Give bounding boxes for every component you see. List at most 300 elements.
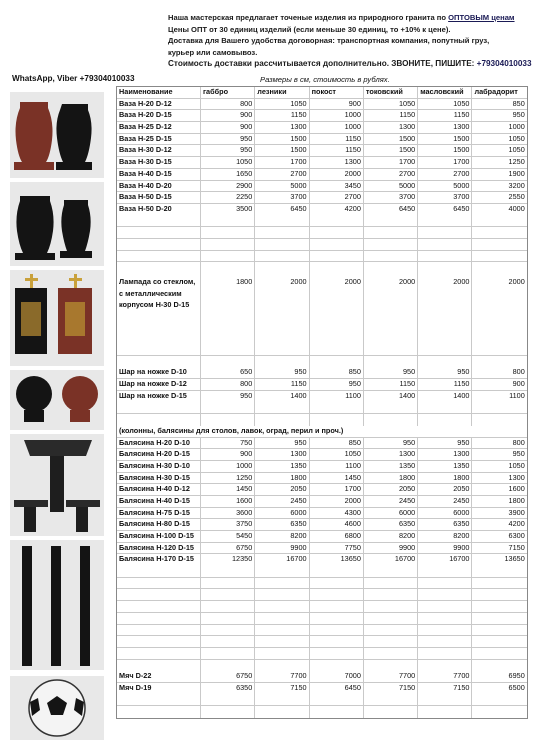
empty-row	[117, 344, 527, 356]
empty-cell	[310, 625, 364, 636]
table-row	[117, 157, 527, 169]
empty-cell	[255, 402, 309, 413]
table-row	[117, 461, 527, 473]
price-cell: 9900	[364, 543, 418, 554]
price-cell: 1250	[508, 157, 525, 167]
empty-cell	[418, 227, 472, 238]
table-row	[117, 671, 527, 683]
empty-cell	[255, 706, 309, 718]
item-name: Балясина Н-20 D-15	[117, 449, 201, 460]
empty-cell	[472, 636, 526, 647]
empty-cell	[364, 402, 418, 413]
item-name: Балясина Н-100 D-15	[117, 531, 201, 542]
empty-cell	[472, 660, 526, 672]
price-cell: 1050	[364, 99, 418, 110]
price-cell: 1400	[255, 391, 309, 403]
item-name: Балясина Н-30 D-15	[117, 473, 201, 484]
empty-cell	[117, 262, 201, 274]
price-cell: 1300	[508, 472, 525, 482]
price-cell: 6350	[255, 519, 309, 530]
price-cell: 3500	[201, 204, 255, 216]
empty-row	[117, 613, 527, 625]
empty-cell	[117, 251, 201, 262]
price-cell: 1150	[364, 110, 418, 121]
empty-cell	[201, 706, 255, 718]
price-cell: 2450	[364, 496, 418, 507]
empty-cell	[117, 356, 201, 368]
empty-cell	[117, 648, 201, 659]
empty-row	[117, 216, 527, 228]
empty-cell	[255, 262, 309, 274]
item-name: Ваза Н-40 D-15	[117, 169, 201, 180]
price-cell: 2550	[508, 192, 525, 202]
empty-cell	[472, 414, 526, 426]
price-cell: 1400	[364, 391, 418, 403]
empty-cell	[364, 216, 418, 227]
empty-cell	[310, 706, 364, 718]
price-cell: 2000	[310, 169, 364, 180]
price-cell: 2450	[418, 496, 472, 507]
ball-on-leg-rows	[117, 367, 527, 402]
empty-cell	[201, 601, 255, 612]
empty-cell	[255, 589, 309, 600]
empty-cell	[201, 625, 255, 636]
empty-cell	[201, 344, 255, 355]
empty-cell	[201, 648, 255, 659]
table-row	[117, 122, 527, 134]
item-name: Ваза Н-40 D-20	[117, 181, 201, 192]
empty-cell	[364, 356, 418, 368]
empty-cell	[310, 414, 364, 426]
price-cell: 2000	[310, 274, 364, 344]
price-cell: 750	[201, 438, 255, 449]
price-cell: 6350	[418, 519, 472, 530]
empty-cell	[201, 216, 255, 227]
table-row	[117, 391, 527, 403]
item-name: Балясина Н-120 D-15	[117, 543, 201, 554]
empty-cell	[117, 601, 201, 612]
item-name: Шар на ножке D-15	[117, 391, 201, 403]
item-name: Ваза Н-20 D-15	[117, 110, 201, 121]
empty-cell	[201, 356, 255, 368]
price-cell: 3700	[364, 192, 418, 203]
empty-cell	[255, 414, 309, 426]
table-header-row	[117, 87, 527, 99]
price-cell: 950	[255, 367, 309, 378]
empty-cell	[310, 601, 364, 612]
price-cell: 1450	[201, 484, 255, 495]
price-cell: 7700	[364, 671, 418, 682]
price-cell: 850	[512, 98, 525, 108]
balusters-note: (колонны, балясины для столов, лавок, оград, перил и проч.)	[119, 425, 344, 435]
empty-cell	[418, 239, 472, 250]
empty-cell	[117, 239, 201, 250]
price-cell: 4200	[310, 204, 364, 216]
price-cell: 1150	[255, 379, 309, 390]
price-cell: 950	[512, 110, 525, 120]
price-cell: 13650	[310, 554, 364, 566]
price-cell: 950	[201, 145, 255, 156]
sizes-note: Размеры в см, стоимость в рублях.	[260, 75, 390, 84]
price-cell: 1300	[364, 449, 418, 460]
price-cell: 4600	[310, 519, 364, 530]
empty-cell	[418, 262, 472, 274]
empty-row	[117, 227, 527, 239]
football-photo	[10, 676, 104, 740]
empty-cell	[364, 414, 418, 426]
empty-row	[117, 414, 527, 426]
empty-cell	[310, 695, 364, 706]
price-cell: 950	[201, 134, 255, 145]
table-row	[117, 192, 527, 204]
price-cell: 2000	[310, 496, 364, 507]
balusters-note-row	[117, 426, 527, 438]
empty-cell	[418, 589, 472, 600]
price-cell: 2000	[364, 274, 418, 344]
price-cell: 1000	[310, 122, 364, 133]
price-cell: 1000	[310, 110, 364, 121]
blank-rows	[117, 216, 527, 274]
header-phone[interactable]: +79304010033	[476, 59, 532, 68]
empty-cell	[472, 589, 526, 600]
column-header: лабрадорит	[474, 87, 518, 96]
header-line-3: Доставка для Вашего удобства договорная: транспортная компания, попутный груз,	[168, 36, 490, 45]
price-cell: 1000	[508, 122, 525, 132]
empty-cell	[201, 613, 255, 624]
empty-cell	[255, 578, 309, 589]
empty-cell	[418, 578, 472, 589]
table-row	[117, 367, 527, 379]
empty-cell	[364, 578, 418, 589]
price-cell: 1900	[508, 168, 525, 178]
empty-cell	[418, 613, 472, 624]
empty-cell	[418, 566, 472, 577]
price-cell: 1800	[201, 274, 255, 344]
empty-row	[117, 660, 527, 672]
price-cell: 7000	[310, 671, 364, 682]
header-text	[168, 12, 543, 70]
empty-cell	[364, 566, 418, 577]
price-cell: 4300	[310, 508, 364, 519]
price-cell: 1350	[364, 461, 418, 472]
price-cell: 3900	[508, 507, 525, 517]
baluster-rows	[117, 438, 527, 567]
price-cell: 4200	[508, 519, 525, 529]
empty-cell	[472, 344, 526, 355]
empty-cell	[364, 636, 418, 647]
empty-cell	[201, 695, 255, 706]
empty-row	[117, 239, 527, 251]
item-name: Шар на ножке D-10	[117, 367, 201, 378]
price-cell: 1500	[418, 145, 472, 156]
football-rows	[117, 671, 527, 694]
price-cell: 2250	[201, 192, 255, 203]
empty-row	[117, 589, 527, 601]
empty-cell	[310, 402, 364, 413]
price-cell: 1100	[310, 461, 364, 472]
price-cell: 1800	[364, 473, 418, 484]
price-cell: 1300	[418, 449, 472, 460]
empty-cell	[472, 601, 526, 612]
empty-cell	[418, 251, 472, 262]
table-row	[117, 683, 527, 695]
item-name: Ваза Н-50 D-15	[117, 192, 201, 203]
price-cell: 7150	[364, 683, 418, 695]
empty-cell	[472, 566, 526, 577]
price-cell: 2450	[255, 496, 309, 507]
empty-cell	[364, 613, 418, 624]
empty-cell	[117, 636, 201, 647]
price-cell: 1700	[364, 157, 418, 168]
empty-cell	[472, 613, 526, 624]
empty-cell	[364, 344, 418, 355]
blank-rows	[117, 695, 527, 718]
price-cell: 1600	[201, 496, 255, 507]
black-vase-photo	[10, 182, 104, 266]
item-name: Балясина Н-80 D-15	[117, 519, 201, 530]
empty-cell	[255, 344, 309, 355]
price-cell: 6450	[310, 683, 364, 695]
table-row	[117, 134, 527, 146]
price-cell: 16700	[364, 554, 418, 566]
empty-cell	[310, 262, 364, 274]
price-table	[116, 86, 528, 719]
empty-row	[117, 706, 527, 718]
price-cell: 1150	[418, 379, 472, 390]
empty-cell	[201, 589, 255, 600]
wholesale-link[interactable]: ОПТОВЫМ ценам	[448, 13, 515, 22]
empty-cell	[255, 356, 309, 368]
empty-cell	[201, 566, 255, 577]
price-cell: 3750	[201, 519, 255, 530]
table-row	[117, 169, 527, 181]
empty-cell	[201, 636, 255, 647]
price-cell: 6000	[255, 508, 309, 519]
price-cell: 6750	[201, 671, 255, 682]
price-cell: 7750	[310, 543, 364, 554]
empty-cell	[472, 402, 526, 413]
price-cell: 6500	[508, 682, 525, 692]
price-cell: 900	[201, 122, 255, 133]
lamp-icon	[58, 288, 92, 354]
empty-cell	[418, 695, 472, 706]
empty-cell	[117, 706, 201, 718]
item-name: Балясина Н-40 D-15	[117, 496, 201, 507]
table-row	[117, 204, 527, 216]
empty-cell	[117, 660, 201, 672]
empty-cell	[117, 589, 201, 600]
empty-cell	[472, 578, 526, 589]
empty-cell	[310, 648, 364, 659]
empty-cell	[255, 625, 309, 636]
empty-cell	[117, 227, 201, 238]
price-cell: 1150	[310, 134, 364, 145]
empty-cell	[472, 227, 526, 238]
price-cell: 7700	[255, 671, 309, 682]
table-row	[117, 496, 527, 508]
price-cell: 3200	[508, 180, 525, 190]
price-cell: 950	[418, 367, 472, 378]
price-cell: 1300	[364, 122, 418, 133]
price-cell: 2700	[364, 169, 418, 180]
price-cell: 1700	[255, 157, 309, 168]
price-cell: 7150	[255, 683, 309, 695]
price-cell: 6350	[364, 519, 418, 530]
blank-rows	[117, 566, 527, 671]
empty-cell	[255, 227, 309, 238]
empty-cell	[310, 356, 364, 368]
price-cell: 1800	[255, 473, 309, 484]
empty-cell	[310, 589, 364, 600]
price-cell: 2000	[255, 274, 309, 344]
price-cell: 5000	[418, 181, 472, 192]
empty-cell	[364, 239, 418, 250]
table-row	[117, 181, 527, 193]
empty-cell	[418, 356, 472, 368]
price-cell: 6450	[364, 204, 418, 216]
table-row	[117, 110, 527, 122]
table-row	[117, 554, 527, 566]
empty-cell	[255, 251, 309, 262]
price-cell: 1150	[418, 110, 472, 121]
price-cell: 2700	[310, 192, 364, 203]
price-cell: 6450	[255, 204, 309, 216]
column-header: покост	[310, 87, 364, 98]
empty-cell	[255, 239, 309, 250]
table-row	[117, 484, 527, 496]
lamp-row	[117, 274, 527, 344]
empty-cell	[310, 660, 364, 672]
red-vase-photo	[10, 92, 104, 178]
price-cell: 950	[418, 438, 472, 449]
price-cell: 800	[512, 367, 525, 377]
table-row	[117, 449, 527, 461]
empty-cell	[117, 414, 201, 426]
price-cell: 6750	[201, 543, 255, 554]
price-cell: 1300	[255, 449, 309, 460]
price-cell: 1050	[508, 133, 525, 143]
price-cell: 950	[512, 449, 525, 459]
price-cell: 6450	[418, 204, 472, 216]
empty-cell	[418, 706, 472, 718]
item-name: Балясина Н-170 D-15	[117, 554, 201, 566]
price-cell: 1000	[201, 461, 255, 472]
empty-cell	[472, 625, 526, 636]
empty-cell	[310, 578, 364, 589]
empty-cell	[255, 566, 309, 577]
price-cell: 1500	[364, 145, 418, 156]
empty-cell	[117, 566, 201, 577]
price-cell: 1100	[310, 391, 364, 403]
empty-cell	[472, 251, 526, 262]
empty-cell	[472, 239, 526, 250]
item-name: Ваза Н-30 D-15	[117, 157, 201, 168]
table-row	[117, 379, 527, 391]
empty-cell	[472, 216, 526, 227]
price-cell: 1700	[418, 157, 472, 168]
price-cell: 1350	[418, 461, 472, 472]
price-cell: 2700	[418, 169, 472, 180]
empty-cell	[117, 402, 201, 413]
empty-cell	[418, 636, 472, 647]
price-cell: 1050	[508, 145, 525, 155]
empty-cell	[364, 601, 418, 612]
item-name: Балясина Н-30 D-10	[117, 461, 201, 472]
empty-cell	[117, 578, 201, 589]
price-cell: 850	[310, 367, 364, 378]
table-bench-photo	[10, 434, 104, 536]
whatsapp-contact[interactable]: WhatsApp, Viber +79304010033	[12, 74, 135, 83]
table-row	[117, 508, 527, 520]
price-cell: 9900	[255, 543, 309, 554]
price-cell: 6000	[364, 508, 418, 519]
column-header: масловский	[418, 87, 472, 98]
price-cell: 1450	[310, 473, 364, 484]
price-cell: 13650	[504, 554, 525, 564]
price-cell: 7700	[418, 671, 472, 682]
price-cell: 6000	[418, 508, 472, 519]
price-cell: 5000	[364, 181, 418, 192]
price-cell: 1150	[364, 379, 418, 390]
price-cell: 950	[255, 438, 309, 449]
price-cell: 1700	[310, 484, 364, 495]
empty-cell	[472, 648, 526, 659]
price-cell: 4000	[508, 203, 525, 213]
price-cell: 8200	[255, 531, 309, 542]
price-cell: 1100	[509, 390, 525, 400]
price-cell: 3700	[418, 192, 472, 203]
price-cell: 1500	[255, 145, 309, 156]
price-cell: 5450	[201, 531, 255, 542]
table-row	[117, 438, 527, 450]
price-cell: 1050	[418, 99, 472, 110]
item-name: Ваза Н-30 D-12	[117, 145, 201, 156]
price-cell: 8200	[418, 531, 472, 542]
price-cell: 900	[201, 110, 255, 121]
empty-cell	[364, 660, 418, 672]
price-cell: 900	[201, 449, 255, 460]
empty-row	[117, 251, 527, 263]
vase-rows	[117, 99, 527, 216]
lamp-name: Лампада со стеклом, с металлическим корпусом Н-30 D-15	[117, 274, 201, 344]
empty-row	[117, 648, 527, 660]
empty-row	[117, 566, 527, 578]
price-cell: 2000	[418, 274, 472, 344]
header-line-5: Стоимость доставки рассчитывается дополнительно. ЗВОНИТЕ, ПИШИТЕ:	[168, 59, 477, 68]
price-cell: 1050	[201, 157, 255, 168]
price-cell: 1050	[508, 460, 525, 470]
header-line-4: курьер или самовывоз.	[168, 47, 258, 57]
price-cell: 2700	[255, 169, 309, 180]
empty-cell	[117, 625, 201, 636]
item-name: Ваза Н-25 D-12	[117, 122, 201, 133]
empty-cell	[418, 216, 472, 227]
empty-cell	[364, 706, 418, 718]
price-cell: 1300	[310, 157, 364, 168]
price-cell: 850	[310, 438, 364, 449]
empty-cell	[364, 648, 418, 659]
price-cell: 9900	[418, 543, 472, 554]
empty-row	[117, 636, 527, 648]
empty-cell	[201, 262, 255, 274]
empty-cell	[201, 251, 255, 262]
column-header: лезники	[255, 87, 309, 98]
empty-cell	[310, 251, 364, 262]
empty-cell	[418, 648, 472, 659]
price-cell: 1350	[255, 461, 309, 472]
empty-cell	[310, 216, 364, 227]
empty-cell	[472, 356, 526, 368]
